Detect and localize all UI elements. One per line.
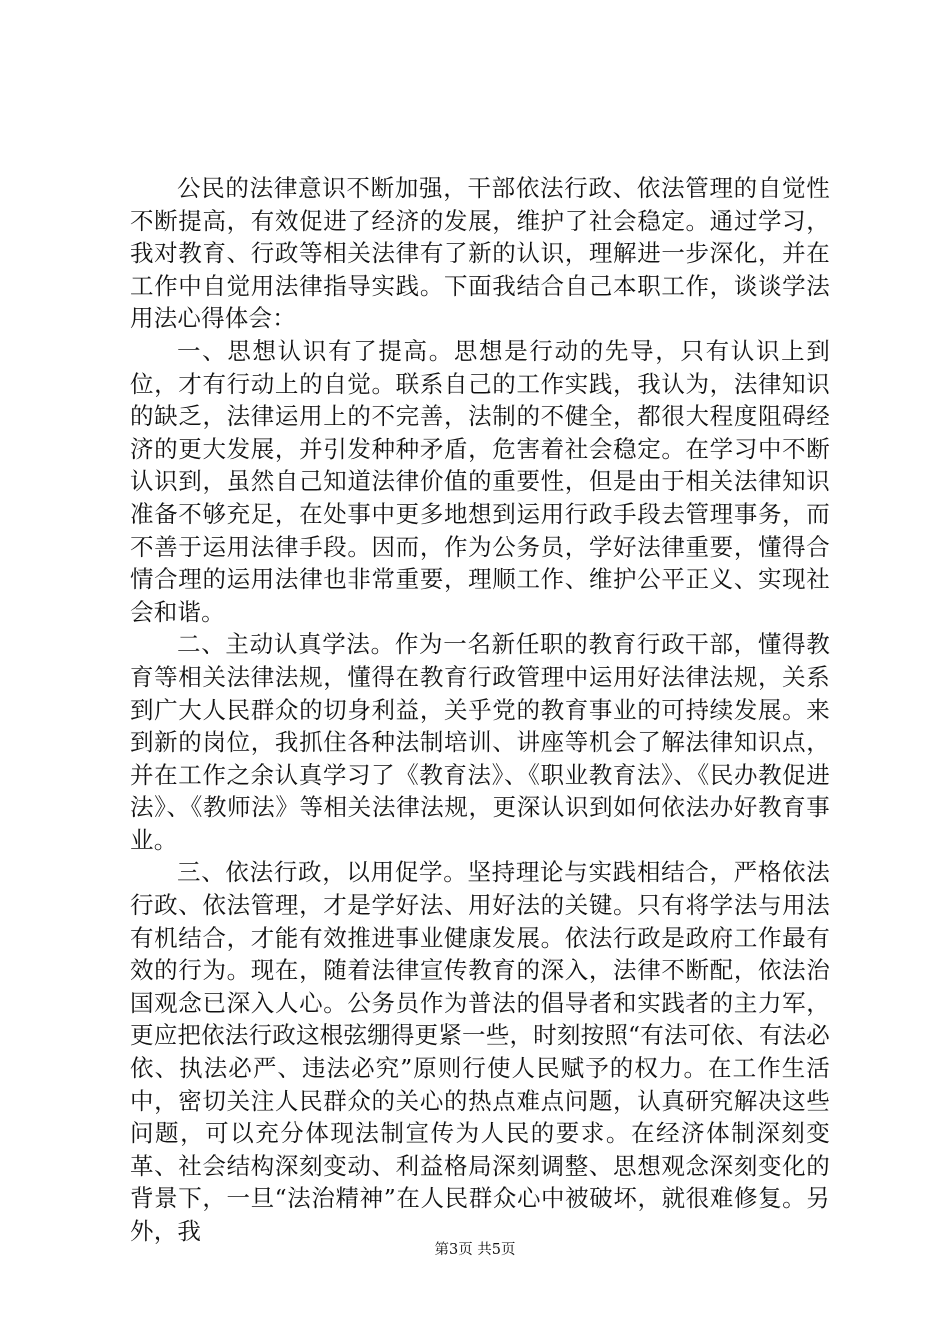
paragraph-intro: 公民的法律意识不断加强，干部依法行政、依法管理的自觉性不断提高，有效促进了经济的发展，维护了社会稳定。通过学习，我对教育、行政等相关法律有了新的认识，理解进一步深化，并在工作中自觉用法律指导实践。下面我结合自己本职工作，谈谈学法用法心得体会： (130, 174, 830, 333)
paragraph-section-3: 三、依法行政，以用促学。坚持理论与实践相结合，严格依法行政、依法管理，才是学好法、用好法的关键。只有将学法与用法有机结合，才能有效推进事业健康发展。依法行政是政府工作最有效的行为。现在，随着法律宣传教育的深入，法律不断配，依法治国观念已深入人心。公务员作为普法的倡导者和实践者的主力军，更应把依法行政这根弦绷得更紧一些，时刻按照“有法可依、有法必依、执法必严、违法必究”原则行使人民赋予的权力。在工作生活中，密切关注人民群众的关心的热点难点问题，认真研究解决这些问题，可以充分体现法制宣传为人民的要求。在经济体制深刻变革、社会结构深刻变动、利益格局深刻调整、思想观念深刻变化的背景下，一旦“法治精神”在人民群众心中被破坏，就很难修复。另外，我 (130, 858, 830, 1245)
page-number-footer: 第3页 共5页 (434, 1242, 516, 1258)
paragraph-section-2: 二、主动认真学法。作为一名新任职的教育行政干部，懂得教育等相关法律法规，懂得在教育行政管理中运用好法律法规，关系到广大人民群众的切身利益，关乎党的教育事业的可持续发展。来到新的岗位，我抓住各种法制培训、讲座等机会了解法律知识点，并在工作之余认真学习了《教育法》、《职业教育法》、《民办教促进法》、《教师法》等相关法律法规，更深认识到如何依法办好教育事业。 (130, 630, 830, 854)
paragraph-section-1: 一、思想认识有了提高。思想是行动的先导，只有认识上到位，才有行动上的自觉。联系自己的工作实践，我认为，法律知识的缺乏，法律运用上的不完善，法制的不健全，都很大程度阻碍经济的更大发展，并引发种种矛盾，危害着社会稳定。在学习中不断认识到，虽然自己知道法律价值的重要性，但是由于相关法律知识准备不够充足，在处事中更多地想到运用行政手段去管理事务，而不善于运用法律手段。因而，作为公务员，学好法律重要，懂得合情合理的运用法律也非常重要，理顺工作、维护公平正义、实现社会和谐。 (130, 336, 830, 626)
document-body (130, 172, 830, 1248)
